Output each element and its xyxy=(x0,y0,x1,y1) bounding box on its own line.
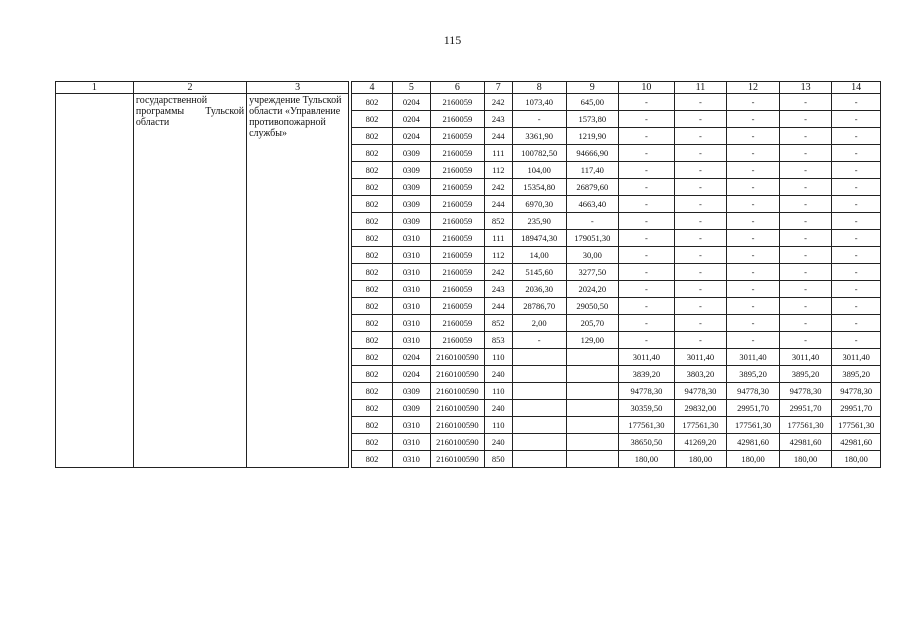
value-col-8-cell: 15354,80 xyxy=(512,179,566,196)
section-code-cell: 0204 xyxy=(392,94,430,111)
value-col-10-cell: 94778,30 xyxy=(619,383,675,400)
table-header xyxy=(56,82,881,94)
value-col-9-cell: 129,00 xyxy=(566,332,619,349)
value-col-10-cell: - xyxy=(619,162,675,179)
value-col-8-cell xyxy=(512,400,566,417)
value-col-10-cell: - xyxy=(619,247,675,264)
section-code-cell: 0204 xyxy=(392,349,430,366)
value-col-13-cell: - xyxy=(779,196,832,213)
column-header-12: 12 xyxy=(727,82,780,94)
grbs-code-cell: 802 xyxy=(352,213,392,230)
value-col-8-cell: 2,00 xyxy=(512,315,566,332)
value-col-14-cell: - xyxy=(832,213,881,230)
value-col-11-cell: 3011,40 xyxy=(674,349,727,366)
column-header-13: 13 xyxy=(779,82,832,94)
value-col-9-cell xyxy=(566,451,619,468)
column-header-14: 14 xyxy=(832,82,881,94)
value-col-9-cell: 30,00 xyxy=(566,247,619,264)
table-body xyxy=(56,94,881,468)
value-col-11-cell: - xyxy=(674,281,727,298)
value-col-11-cell: 41269,20 xyxy=(674,434,727,451)
value-col-14-cell: - xyxy=(832,315,881,332)
grbs-code-cell: 802 xyxy=(352,94,392,111)
column-header-7: 7 xyxy=(484,82,512,94)
value-col-10-cell: - xyxy=(619,145,675,162)
section-code-cell: 0204 xyxy=(392,128,430,145)
value-col-12-cell: 177561,30 xyxy=(727,417,780,434)
value-col-13-cell: - xyxy=(779,94,832,111)
grbs-code-cell: 802 xyxy=(352,417,392,434)
section-code-cell: 0309 xyxy=(392,196,430,213)
grbs-code-cell: 802 xyxy=(352,434,392,451)
grbs-code-cell: 802 xyxy=(352,383,392,400)
section-code-cell: 0310 xyxy=(392,230,430,247)
section-code-cell: 0310 xyxy=(392,332,430,349)
value-col-10-cell: - xyxy=(619,128,675,145)
expense-type-code-cell: 242 xyxy=(484,94,512,111)
expense-type-code-cell: 240 xyxy=(484,366,512,383)
value-col-14-cell: 180,00 xyxy=(832,451,881,468)
value-col-8-cell: 28786,70 xyxy=(512,298,566,315)
value-col-9-cell: 1219,90 xyxy=(566,128,619,145)
section-code-cell: 0309 xyxy=(392,383,430,400)
value-col-12-cell: - xyxy=(727,213,780,230)
column-header-1: 1 xyxy=(56,82,134,94)
value-col-10-cell: 30359,50 xyxy=(619,400,675,417)
value-col-13-cell: - xyxy=(779,264,832,281)
value-col-13-cell: 29951,70 xyxy=(779,400,832,417)
page-number: 115 xyxy=(443,33,462,47)
target-article-code-cell: 2160059 xyxy=(431,145,485,162)
value-col-13-cell: 180,00 xyxy=(779,451,832,468)
institution-name-cell: учреждение Тульской области «Управление противопожарной службы» xyxy=(247,94,349,468)
grbs-code-cell: 802 xyxy=(352,179,392,196)
value-col-8-cell: 14,00 xyxy=(512,247,566,264)
grbs-code-cell: 802 xyxy=(352,298,392,315)
value-col-8-cell: 5145,60 xyxy=(512,264,566,281)
value-col-12-cell: - xyxy=(727,332,780,349)
target-article-code-cell: 2160059 xyxy=(431,94,485,111)
grbs-code-cell: 802 xyxy=(352,315,392,332)
value-col-11-cell: 3803,20 xyxy=(674,366,727,383)
program-name-cell: государственной программы Тульской области xyxy=(133,94,246,468)
value-col-12-cell: - xyxy=(727,230,780,247)
value-col-13-cell: 94778,30 xyxy=(779,383,832,400)
value-col-11-cell: 94778,30 xyxy=(674,383,727,400)
grbs-code-cell: 802 xyxy=(352,281,392,298)
grbs-code-cell: 802 xyxy=(352,247,392,264)
value-col-12-cell: - xyxy=(727,315,780,332)
value-col-11-cell: - xyxy=(674,128,727,145)
section-code-cell: 0310 xyxy=(392,281,430,298)
value-col-9-cell xyxy=(566,434,619,451)
section-code-cell: 0310 xyxy=(392,434,430,451)
column-header-6: 6 xyxy=(431,82,485,94)
value-col-9-cell: - xyxy=(566,213,619,230)
value-col-14-cell: - xyxy=(832,179,881,196)
target-article-code-cell: 2160059 xyxy=(431,162,485,179)
value-col-8-cell xyxy=(512,451,566,468)
value-col-13-cell: - xyxy=(779,281,832,298)
value-col-13-cell: - xyxy=(779,247,832,264)
section-code-cell: 0310 xyxy=(392,247,430,264)
value-col-10-cell: 38650,50 xyxy=(619,434,675,451)
target-article-code-cell: 2160059 xyxy=(431,179,485,196)
value-col-10-cell: - xyxy=(619,298,675,315)
value-col-14-cell: - xyxy=(832,196,881,213)
value-col-10-cell: - xyxy=(619,315,675,332)
column-header-3: 3 xyxy=(247,82,349,94)
value-col-11-cell: - xyxy=(674,264,727,281)
value-col-12-cell: 42981,60 xyxy=(727,434,780,451)
value-col-10-cell: 3011,40 xyxy=(619,349,675,366)
value-col-8-cell: 3361,90 xyxy=(512,128,566,145)
target-article-code-cell: 2160059 xyxy=(431,281,485,298)
expense-type-code-cell: 243 xyxy=(484,281,512,298)
value-col-10-cell: - xyxy=(619,179,675,196)
value-col-12-cell: - xyxy=(727,264,780,281)
section-code-cell: 0204 xyxy=(392,111,430,128)
value-col-14-cell: 94778,30 xyxy=(832,383,881,400)
value-col-10-cell: - xyxy=(619,281,675,298)
value-col-14-cell: - xyxy=(832,111,881,128)
value-col-12-cell: 29951,70 xyxy=(727,400,780,417)
value-col-9-cell xyxy=(566,349,619,366)
value-col-13-cell: 3895,20 xyxy=(779,366,832,383)
value-col-11-cell: 177561,30 xyxy=(674,417,727,434)
value-col-12-cell: - xyxy=(727,111,780,128)
budget-table xyxy=(55,81,881,468)
target-article-code-cell: 2160059 xyxy=(431,247,485,264)
grbs-code-cell: 802 xyxy=(352,196,392,213)
value-col-8-cell: 2036,30 xyxy=(512,281,566,298)
value-col-12-cell: - xyxy=(727,196,780,213)
grbs-code-cell: 802 xyxy=(352,332,392,349)
value-col-9-cell: 4663,40 xyxy=(566,196,619,213)
value-col-14-cell: 3011,40 xyxy=(832,349,881,366)
column-header-10: 10 xyxy=(619,82,675,94)
value-col-10-cell: - xyxy=(619,213,675,230)
value-col-14-cell: - xyxy=(832,145,881,162)
grbs-code-cell: 802 xyxy=(352,128,392,145)
section-code-cell: 0309 xyxy=(392,179,430,196)
expense-type-code-cell: 242 xyxy=(484,264,512,281)
value-col-14-cell: 177561,30 xyxy=(832,417,881,434)
target-article-code-cell: 2160100590 xyxy=(431,400,485,417)
section-code-cell: 0309 xyxy=(392,145,430,162)
value-col-9-cell xyxy=(566,383,619,400)
expense-type-code-cell: 853 xyxy=(484,332,512,349)
value-col-8-cell: - xyxy=(512,111,566,128)
value-col-9-cell xyxy=(566,417,619,434)
table-row xyxy=(56,94,881,111)
value-col-14-cell: - xyxy=(832,94,881,111)
value-col-8-cell: 100782,50 xyxy=(512,145,566,162)
value-col-8-cell: 235,90 xyxy=(512,213,566,230)
value-col-9-cell xyxy=(566,366,619,383)
expense-type-code-cell: 112 xyxy=(484,247,512,264)
value-col-8-cell xyxy=(512,366,566,383)
value-col-13-cell: 177561,30 xyxy=(779,417,832,434)
section-code-cell: 0309 xyxy=(392,400,430,417)
column-header-4: 4 xyxy=(352,82,392,94)
value-col-9-cell: 1573,80 xyxy=(566,111,619,128)
grbs-code-cell: 802 xyxy=(352,162,392,179)
value-col-12-cell: - xyxy=(727,145,780,162)
value-col-14-cell: - xyxy=(832,264,881,281)
value-col-8-cell: 6970,30 xyxy=(512,196,566,213)
target-article-code-cell: 2160100590 xyxy=(431,417,485,434)
value-col-11-cell: - xyxy=(674,179,727,196)
value-col-9-cell: 179051,30 xyxy=(566,230,619,247)
section-code-cell: 0309 xyxy=(392,162,430,179)
value-col-14-cell: - xyxy=(832,247,881,264)
grbs-code-cell: 802 xyxy=(352,451,392,468)
target-article-code-cell: 2160059 xyxy=(431,332,485,349)
value-col-13-cell: - xyxy=(779,298,832,315)
value-col-13-cell: - xyxy=(779,111,832,128)
value-col-11-cell: 29832,00 xyxy=(674,400,727,417)
value-col-9-cell: 29050,50 xyxy=(566,298,619,315)
value-col-14-cell: 42981,60 xyxy=(832,434,881,451)
value-col-11-cell: - xyxy=(674,111,727,128)
value-col-12-cell: - xyxy=(727,179,780,196)
expense-type-code-cell: 240 xyxy=(484,434,512,451)
target-article-code-cell: 2160100590 xyxy=(431,349,485,366)
column-header-11: 11 xyxy=(674,82,727,94)
value-col-9-cell: 94666,90 xyxy=(566,145,619,162)
value-col-11-cell: - xyxy=(674,213,727,230)
value-col-8-cell: - xyxy=(512,332,566,349)
value-col-12-cell: - xyxy=(727,162,780,179)
expense-type-code-cell: 111 xyxy=(484,230,512,247)
value-col-12-cell: 3011,40 xyxy=(727,349,780,366)
value-col-8-cell: 189474,30 xyxy=(512,230,566,247)
expense-type-code-cell: 111 xyxy=(484,145,512,162)
value-col-9-cell: 645,00 xyxy=(566,94,619,111)
expense-type-code-cell: 852 xyxy=(484,315,512,332)
expense-type-code-cell: 110 xyxy=(484,417,512,434)
target-article-code-cell: 2160059 xyxy=(431,264,485,281)
target-article-code-cell: 2160100590 xyxy=(431,451,485,468)
value-col-13-cell: - xyxy=(779,145,832,162)
value-col-11-cell: - xyxy=(674,315,727,332)
value-col-12-cell: - xyxy=(727,247,780,264)
value-col-12-cell: - xyxy=(727,128,780,145)
target-article-code-cell: 2160100590 xyxy=(431,383,485,400)
value-col-13-cell: - xyxy=(779,128,832,145)
value-col-13-cell: - xyxy=(779,162,832,179)
value-col-11-cell: - xyxy=(674,230,727,247)
value-col-11-cell: - xyxy=(674,298,727,315)
value-col-12-cell: - xyxy=(727,298,780,315)
expense-type-code-cell: 240 xyxy=(484,400,512,417)
value-col-10-cell: 177561,30 xyxy=(619,417,675,434)
value-col-9-cell xyxy=(566,400,619,417)
grbs-code-cell: 802 xyxy=(352,145,392,162)
column-header-8: 8 xyxy=(512,82,566,94)
value-col-14-cell: - xyxy=(832,128,881,145)
value-col-10-cell: - xyxy=(619,332,675,349)
value-col-14-cell: - xyxy=(832,230,881,247)
value-col-13-cell: - xyxy=(779,179,832,196)
value-col-8-cell xyxy=(512,383,566,400)
section-code-cell: 0310 xyxy=(392,451,430,468)
value-col-8-cell: 1073,40 xyxy=(512,94,566,111)
value-col-9-cell: 205,70 xyxy=(566,315,619,332)
value-col-13-cell: 3011,40 xyxy=(779,349,832,366)
section-code-cell: 0309 xyxy=(392,213,430,230)
value-col-14-cell: - xyxy=(832,332,881,349)
value-col-10-cell: - xyxy=(619,196,675,213)
header-row xyxy=(56,82,881,94)
expense-type-code-cell: 110 xyxy=(484,349,512,366)
value-col-14-cell: - xyxy=(832,298,881,315)
value-col-9-cell: 3277,50 xyxy=(566,264,619,281)
target-article-code-cell: 2160100590 xyxy=(431,366,485,383)
column-header-5: 5 xyxy=(392,82,430,94)
value-col-9-cell: 26879,60 xyxy=(566,179,619,196)
value-col-8-cell: 104,00 xyxy=(512,162,566,179)
grbs-code-cell: 802 xyxy=(352,400,392,417)
value-col-10-cell: 3839,20 xyxy=(619,366,675,383)
value-col-12-cell: - xyxy=(727,281,780,298)
value-col-14-cell: - xyxy=(832,162,881,179)
target-article-code-cell: 2160059 xyxy=(431,315,485,332)
expense-type-code-cell: 242 xyxy=(484,179,512,196)
value-col-8-cell xyxy=(512,417,566,434)
value-col-13-cell: 42981,60 xyxy=(779,434,832,451)
value-col-10-cell: - xyxy=(619,230,675,247)
value-col-14-cell: - xyxy=(832,281,881,298)
section-code-cell: 0310 xyxy=(392,315,430,332)
value-col-11-cell: - xyxy=(674,94,727,111)
value-col-10-cell: 180,00 xyxy=(619,451,675,468)
column-header-9: 9 xyxy=(566,82,619,94)
value-col-11-cell: - xyxy=(674,332,727,349)
expense-type-code-cell: 850 xyxy=(484,451,512,468)
expense-type-code-cell: 110 xyxy=(484,383,512,400)
expense-type-code-cell: 852 xyxy=(484,213,512,230)
column-header-2: 2 xyxy=(133,82,246,94)
expense-type-code-cell: 112 xyxy=(484,162,512,179)
value-col-8-cell xyxy=(512,349,566,366)
value-col-10-cell: - xyxy=(619,264,675,281)
value-col-9-cell: 2024,20 xyxy=(566,281,619,298)
section-code-cell: 0310 xyxy=(392,417,430,434)
grbs-code-cell: 802 xyxy=(352,230,392,247)
target-article-code-cell: 2160059 xyxy=(431,196,485,213)
value-col-11-cell: - xyxy=(674,145,727,162)
value-col-13-cell: - xyxy=(779,230,832,247)
value-col-12-cell: 3895,20 xyxy=(727,366,780,383)
value-col-11-cell: - xyxy=(674,162,727,179)
value-col-12-cell: 180,00 xyxy=(727,451,780,468)
grbs-code-cell: 802 xyxy=(352,264,392,281)
value-col-10-cell: - xyxy=(619,111,675,128)
section-code-cell: 0204 xyxy=(392,366,430,383)
value-col-8-cell xyxy=(512,434,566,451)
section-code-cell: 0310 xyxy=(392,298,430,315)
col1-cell xyxy=(56,94,134,468)
grbs-code-cell: 802 xyxy=(352,349,392,366)
value-col-10-cell: - xyxy=(619,94,675,111)
value-col-13-cell: - xyxy=(779,332,832,349)
value-col-9-cell: 117,40 xyxy=(566,162,619,179)
value-col-11-cell: - xyxy=(674,196,727,213)
expense-type-code-cell: 243 xyxy=(484,111,512,128)
section-code-cell: 0310 xyxy=(392,264,430,281)
value-col-12-cell: 94778,30 xyxy=(727,383,780,400)
target-article-code-cell: 2160100590 xyxy=(431,434,485,451)
value-col-14-cell: 29951,70 xyxy=(832,400,881,417)
value-col-11-cell: 180,00 xyxy=(674,451,727,468)
target-article-code-cell: 2160059 xyxy=(431,230,485,247)
expense-type-code-cell: 244 xyxy=(484,298,512,315)
value-col-12-cell: - xyxy=(727,94,780,111)
target-article-code-cell: 2160059 xyxy=(431,128,485,145)
target-article-code-cell: 2160059 xyxy=(431,111,485,128)
value-col-13-cell: - xyxy=(779,213,832,230)
value-col-11-cell: - xyxy=(674,247,727,264)
expense-type-code-cell: 244 xyxy=(484,128,512,145)
grbs-code-cell: 802 xyxy=(352,111,392,128)
target-article-code-cell: 2160059 xyxy=(431,298,485,315)
value-col-13-cell: - xyxy=(779,315,832,332)
value-col-14-cell: 3895,20 xyxy=(832,366,881,383)
target-article-code-cell: 2160059 xyxy=(431,213,485,230)
grbs-code-cell: 802 xyxy=(352,366,392,383)
expense-type-code-cell: 244 xyxy=(484,196,512,213)
